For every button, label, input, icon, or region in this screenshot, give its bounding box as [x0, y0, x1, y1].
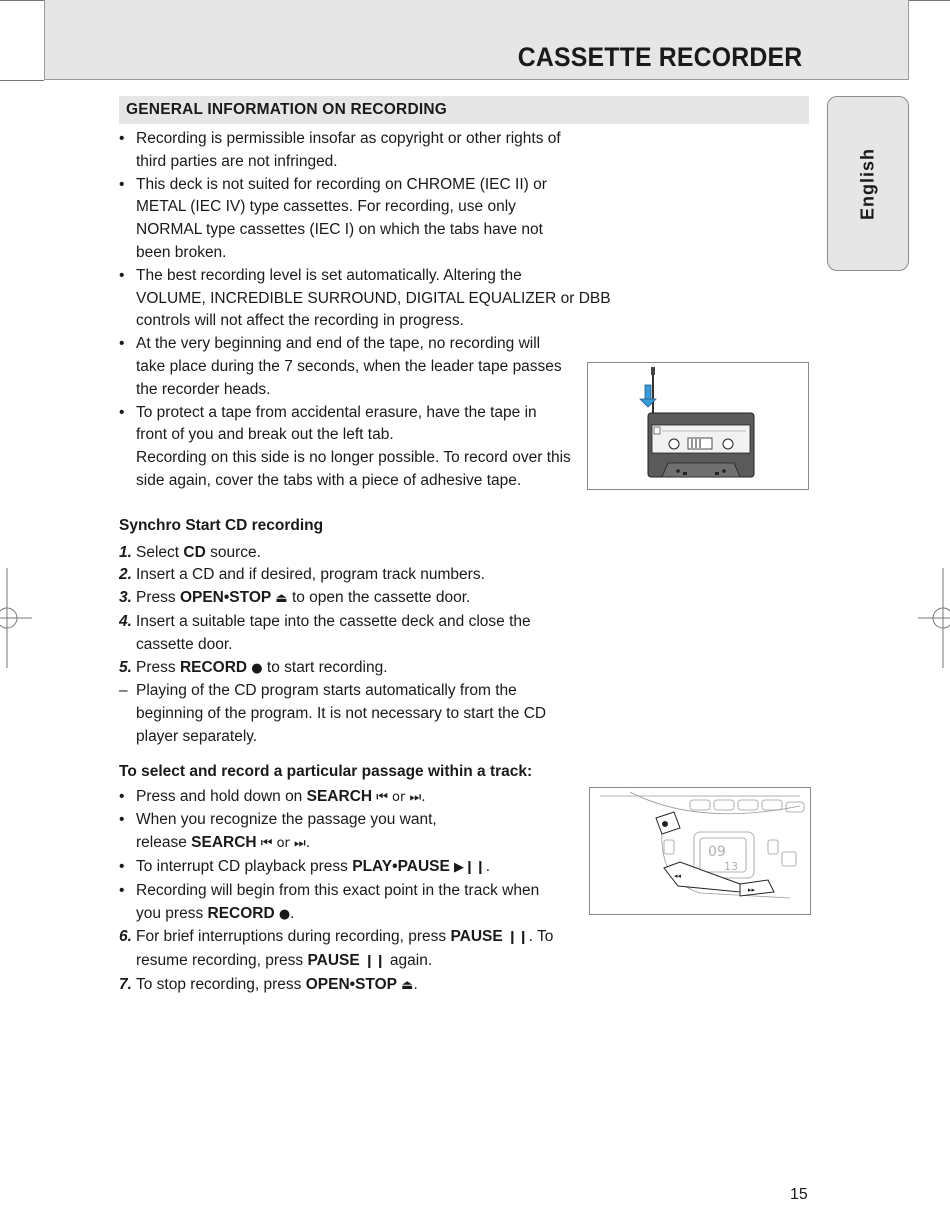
- content-column: [119, 128, 611, 998]
- pause-icon: ❙❙: [502, 930, 529, 946]
- cassette-icon: [588, 363, 808, 489]
- list-item-cont: third parties are not infringed.: [136, 152, 338, 170]
- record-icon: ●: [274, 906, 291, 922]
- note-item: – Playing of the CD program starts automatically from the: [119, 682, 517, 700]
- control-panel-illustration: [589, 787, 811, 915]
- list-item: • This deck is not suited for recording on CHROME (IEC II) or: [119, 175, 547, 193]
- pause-icon: ❙❙: [359, 954, 386, 970]
- language-tab-label: English: [857, 147, 878, 220]
- list-item-cont: NORMAL type cassettes (IEC I) on which the tabs have not: [136, 221, 543, 239]
- play-pause-icon: ▶❙❙: [449, 859, 486, 875]
- page-title: CASSETTE RECORDER: [517, 42, 802, 72]
- record-icon: ●: [247, 660, 263, 676]
- subsection-heading: To select and record a particular passage within a track:: [119, 762, 533, 780]
- list-item: • Recording will begin from this exact point in the track when: [119, 881, 540, 899]
- list-item-cont: release SEARCH ⏮ or ⏭.: [136, 834, 311, 852]
- list-item: • The best recording level is set automatically. Altering the: [119, 266, 522, 284]
- step-item: 2. Insert a CD and if desired, program track numbers.: [119, 566, 485, 584]
- step-item: 3. Press OPEN•STOP ⏏ to open the cassette door.: [119, 589, 471, 607]
- step-item-cont: cassette door.: [136, 635, 233, 653]
- list-item-cont: take place during the 7 seconds, when the leader tape passes: [136, 357, 562, 375]
- list-item: • To protect a tape from accidental erasure, have the tape in: [119, 403, 537, 421]
- search-prev-next-icon: ⏮ or ⏭: [372, 789, 422, 805]
- svg-text:▸▸: ▸▸: [748, 886, 756, 894]
- control-panel-icon: [590, 788, 810, 914]
- list-item-cont: side again, cover the tabs with a piece of adhesive tape.: [136, 471, 522, 489]
- list-item: • To interrupt CD playback press PLAY•PAUSE ▶❙❙.: [119, 857, 491, 875]
- svg-text:09: 09: [708, 844, 726, 860]
- cassette-illustration: [587, 362, 809, 490]
- list-item-cont: the recorder heads.: [136, 380, 271, 398]
- list-item: • At the very beginning and end of the tape, no recording will: [119, 335, 541, 353]
- eject-stop-icon: ⏏: [397, 977, 414, 993]
- list-item-cont: you press RECORD ●.: [136, 904, 295, 922]
- search-prev-next-icon: ⏮ or ⏭: [256, 836, 306, 852]
- list-item-cont: Recording on this side is no longer possible. To record over this: [136, 449, 571, 467]
- list-item: • When you recognize the passage you want,: [119, 811, 437, 829]
- crop-mark: [909, 0, 950, 1]
- list-item: • Press and hold down on SEARCH ⏮ or ⏭.: [119, 787, 426, 805]
- registration-mark-left: [0, 568, 34, 668]
- svg-text:13: 13: [724, 860, 738, 873]
- step-item: 1. Select CD source.: [119, 543, 261, 561]
- crop-mark: [0, 0, 44, 1]
- step-item: 7. To stop recording, press OPEN•STOP ⏏.: [119, 975, 418, 993]
- note-item-cont: beginning of the program. It is not necessary to start the CD: [136, 705, 547, 723]
- step-item: 4. Insert a suitable tape into the cassette deck and close the: [119, 612, 531, 630]
- list-item-cont: front of you and break out the left tab.: [136, 426, 394, 444]
- section-heading: GENERAL INFORMATION ON RECORDING: [119, 96, 809, 124]
- step-item: 6. For brief interruptions during recording, press PAUSE ❙❙. To: [119, 928, 554, 946]
- list-item-cont: VOLUME, INCREDIBLE SURROUND, DIGITAL EQUALIZER or DBB: [136, 289, 611, 307]
- list-item-cont: controls will not affect the recording in progress.: [136, 312, 464, 330]
- registration-mark-right: [916, 568, 950, 668]
- note-item-cont: player separately.: [136, 727, 258, 745]
- step-item-cont: resume recording, press PAUSE ❙❙ again.: [136, 952, 433, 970]
- step-item: 5. Press RECORD ● to start recording.: [119, 658, 388, 676]
- crop-mark: [0, 80, 44, 81]
- subsection-heading: Synchro Start CD recording: [119, 516, 324, 534]
- language-tab[interactable]: [827, 96, 909, 271]
- list-item: • Recording is permissible insofar as copyright or other rights of: [119, 130, 561, 147]
- eject-stop-icon: ⏏: [271, 591, 288, 607]
- list-item-cont: METAL (IEC IV) type cassettes. For recording, use only: [136, 198, 516, 216]
- page-number: 15: [790, 1186, 808, 1203]
- svg-text:◂◂: ◂◂: [674, 872, 682, 880]
- list-item-cont: been broken.: [136, 243, 227, 261]
